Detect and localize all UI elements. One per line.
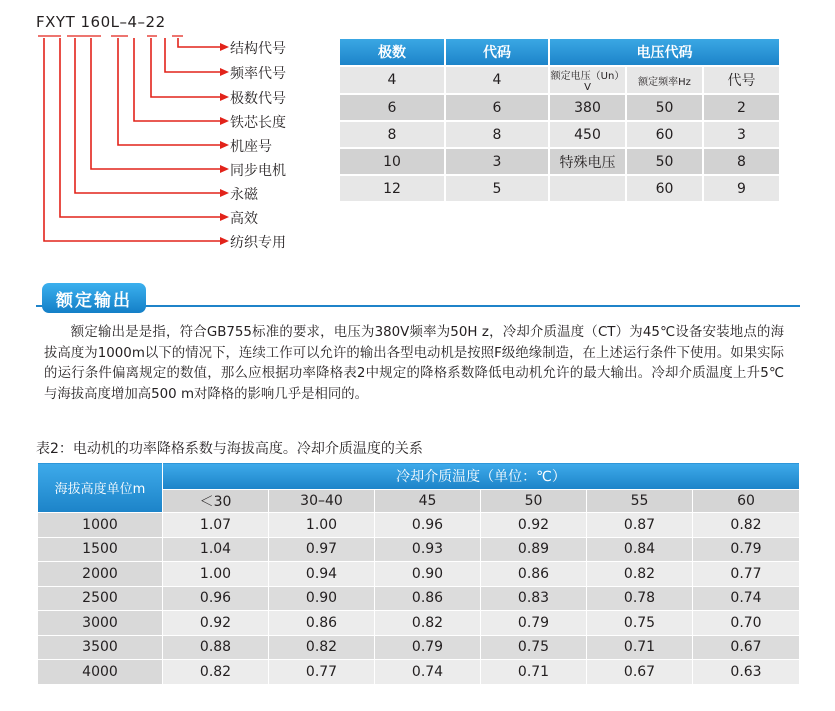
cell-frequency: 60 bbox=[626, 121, 703, 148]
legend-core-length: 铁芯长度 bbox=[230, 115, 286, 131]
factor-cell: 0.88 bbox=[163, 635, 269, 660]
arrow-line-2 bbox=[165, 38, 222, 72]
factor-cell: 0.82 bbox=[587, 562, 693, 587]
factor-cell: 0.90 bbox=[375, 562, 481, 587]
cell-poles: 4 bbox=[339, 66, 445, 94]
factor-cell: 1.00 bbox=[269, 513, 375, 538]
factor-cell: 0.75 bbox=[587, 611, 693, 636]
altitude-cell: 4000 bbox=[38, 660, 163, 685]
table-row bbox=[38, 537, 800, 562]
cell-voltage bbox=[549, 175, 626, 202]
cell-poles: 6 bbox=[339, 94, 445, 121]
arrow-line-9 bbox=[44, 38, 222, 241]
temperature-header: 冷却介质温度（单位：℃） bbox=[163, 463, 800, 490]
table-row bbox=[339, 121, 780, 148]
altitude-header: 海拔高度单位m bbox=[38, 463, 163, 513]
table-row bbox=[38, 562, 800, 587]
legend-frame-number: 机座号 bbox=[230, 139, 272, 155]
legend-textile-use: 纺织专用 bbox=[230, 235, 286, 251]
cell-voltage-code: 2 bbox=[703, 94, 780, 121]
factor-cell: 0.86 bbox=[481, 562, 587, 587]
factor-cell: 0.86 bbox=[269, 611, 375, 636]
factor-cell: 0.63 bbox=[693, 660, 800, 685]
temp-col-header: 55 bbox=[587, 490, 693, 513]
factor-cell: 1.00 bbox=[163, 562, 269, 587]
derating-table bbox=[37, 462, 800, 685]
altitude-cell: 1000 bbox=[38, 513, 163, 538]
factor-cell: 0.71 bbox=[587, 635, 693, 660]
cell-voltage-code: 9 bbox=[703, 175, 780, 202]
factor-cell: 0.94 bbox=[269, 562, 375, 587]
factor-cell: 0.97 bbox=[269, 537, 375, 562]
col-header-voltage-code: 电压代码 bbox=[549, 38, 780, 66]
arrow-line-4 bbox=[134, 38, 222, 121]
cell-voltage-code: 3 bbox=[703, 121, 780, 148]
factor-cell: 0.82 bbox=[269, 635, 375, 660]
factor-cell: 0.79 bbox=[481, 611, 587, 636]
factor-cell: 0.86 bbox=[375, 586, 481, 611]
table-row bbox=[339, 175, 780, 202]
factor-cell: 1.04 bbox=[163, 537, 269, 562]
altitude-cell: 1500 bbox=[38, 537, 163, 562]
cell-code: 5 bbox=[445, 175, 549, 202]
factor-cell: 0.90 bbox=[269, 586, 375, 611]
factor-cell: 1.07 bbox=[163, 513, 269, 538]
rated-output-paragraph: 额定输出是是指，符合GB755标准的要求，电压为380V频率为50H z，冷却介质温度（CT）为45℃设备安装地点的海拔高度为1000m以下的情况下，连续工作可以允许的输出各型电动机是按照F级绝缘制造，在上述运行条件下使用。如果实际的运行条件偏离规定的数值，那么应根据功率降格表2中规定的降格系数降低电动机允许的最大输出。冷却介质温度上升5℃与海拔高度增加高500 m对降格的影响几乎是相同的。 bbox=[44, 325, 784, 402]
factor-cell: 0.77 bbox=[269, 660, 375, 685]
factor-cell: 0.70 bbox=[693, 611, 800, 636]
arrow-line-1 bbox=[178, 38, 222, 47]
sub-header-code: 代号 bbox=[703, 66, 780, 94]
arrow-line-6 bbox=[91, 38, 222, 169]
temp-col-header: 60 bbox=[693, 490, 800, 513]
cell-poles: 8 bbox=[339, 121, 445, 148]
code-table-header-row bbox=[339, 38, 780, 66]
legend-pole-code: 极数代号 bbox=[230, 91, 286, 107]
table-row bbox=[339, 94, 780, 121]
arrow-line-8 bbox=[60, 38, 222, 217]
arrow-line-7 bbox=[75, 38, 222, 193]
derating-header-row bbox=[38, 463, 800, 490]
factor-cell: 0.74 bbox=[375, 660, 481, 685]
factor-cell: 0.82 bbox=[375, 611, 481, 636]
legend-frequency-code: 频率代号 bbox=[230, 66, 286, 82]
cell-poles: 12 bbox=[339, 175, 445, 202]
factor-cell: 0.96 bbox=[163, 586, 269, 611]
factor-cell: 0.89 bbox=[481, 537, 587, 562]
factor-cell: 0.74 bbox=[693, 586, 800, 611]
factor-cell: 0.67 bbox=[587, 660, 693, 685]
factor-cell: 0.79 bbox=[375, 635, 481, 660]
legend-structure-code: 结构代号 bbox=[230, 41, 286, 57]
legend-synchronous-motor: 同步电机 bbox=[230, 163, 286, 179]
factor-cell: 0.71 bbox=[481, 660, 587, 685]
temp-col-header: 45 bbox=[375, 490, 481, 513]
temp-col-header: 30–40 bbox=[269, 490, 375, 513]
factor-cell: 0.87 bbox=[587, 513, 693, 538]
cell-voltage: 450 bbox=[549, 121, 626, 148]
table-row bbox=[38, 611, 800, 636]
factor-cell: 0.84 bbox=[587, 537, 693, 562]
cell-voltage-code: 8 bbox=[703, 148, 780, 175]
factor-cell: 0.92 bbox=[163, 611, 269, 636]
legend-high-efficiency: 高效 bbox=[230, 211, 258, 227]
model-code: FXYT 160L–4–22 bbox=[36, 13, 166, 31]
factor-cell: 0.82 bbox=[163, 660, 269, 685]
factor-cell: 0.93 bbox=[375, 537, 481, 562]
sub-header-rated-voltage: 额定电压（Un）V bbox=[549, 66, 626, 94]
cell-frequency: 60 bbox=[626, 175, 703, 202]
altitude-cell: 3000 bbox=[38, 611, 163, 636]
factor-cell: 0.92 bbox=[481, 513, 587, 538]
factor-cell: 0.78 bbox=[587, 586, 693, 611]
factor-cell: 0.67 bbox=[693, 635, 800, 660]
factor-cell: 0.83 bbox=[481, 586, 587, 611]
cell-code: 8 bbox=[445, 121, 549, 148]
cell-code: 4 bbox=[445, 66, 549, 94]
factor-cell: 0.96 bbox=[375, 513, 481, 538]
cell-code: 6 bbox=[445, 94, 549, 121]
factor-cell: 0.82 bbox=[693, 513, 800, 538]
factor-cell: 0.75 bbox=[481, 635, 587, 660]
factor-cell: 0.79 bbox=[693, 537, 800, 562]
table2-caption: 表2：电动机的功率降格系数与海拔高度。冷却介质温度的关系 bbox=[36, 441, 423, 457]
temp-col-header: 50 bbox=[481, 490, 587, 513]
cell-voltage: 特殊电压 bbox=[549, 148, 626, 175]
table-row bbox=[38, 635, 800, 660]
code-table bbox=[338, 37, 781, 203]
cell-frequency: 50 bbox=[626, 94, 703, 121]
table-row bbox=[38, 660, 800, 685]
arrow-line-3 bbox=[151, 38, 222, 97]
table-row bbox=[38, 513, 800, 538]
temp-col-header: ＜30 bbox=[163, 490, 269, 513]
altitude-cell: 3500 bbox=[38, 635, 163, 660]
factor-cell: 0.77 bbox=[693, 562, 800, 587]
cell-poles: 10 bbox=[339, 148, 445, 175]
altitude-cell: 2000 bbox=[38, 562, 163, 587]
legend-permanent-magnet: 永磁 bbox=[230, 187, 258, 203]
cell-code: 3 bbox=[445, 148, 549, 175]
col-header-poles: 极数 bbox=[339, 38, 445, 66]
arrow-line-5 bbox=[118, 38, 222, 145]
altitude-cell: 2500 bbox=[38, 586, 163, 611]
col-header-code: 代码 bbox=[445, 38, 549, 66]
table-row bbox=[38, 586, 800, 611]
cell-frequency: 50 bbox=[626, 148, 703, 175]
table-row bbox=[339, 148, 780, 175]
section-divider bbox=[36, 305, 800, 307]
cell-voltage: 380 bbox=[549, 94, 626, 121]
sub-header-rated-frequency: 额定频率Hz bbox=[626, 66, 703, 94]
section-title: 额定输出 bbox=[42, 283, 146, 313]
table-row bbox=[339, 66, 780, 94]
